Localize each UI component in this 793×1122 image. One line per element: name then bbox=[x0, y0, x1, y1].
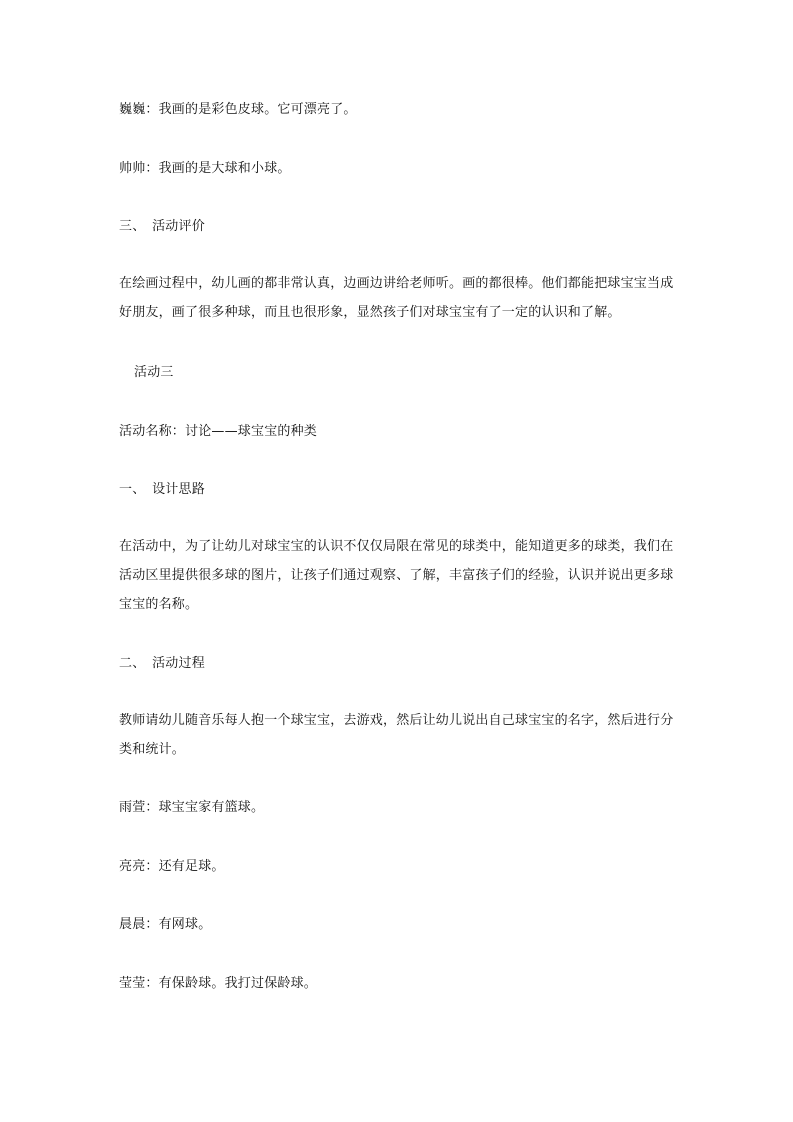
paragraph-line: 类和统计。 bbox=[119, 742, 186, 757]
paragraph-line: 教师请幼儿随音乐每人抱一个球宝宝，去游戏，然后让幼儿说出自己球宝宝的名字，然后进行分 bbox=[119, 713, 674, 728]
dialogue-line-yuxuan: 雨萱：球宝宝家有篮球。 bbox=[119, 800, 265, 815]
paragraph-line: 活动区里提供很多球的图片，让孩子们通过观察、了解，丰富孩子们的经验，认识并说出更多球 bbox=[119, 568, 674, 583]
section-heading-design: 一、 设计思路 bbox=[119, 482, 205, 497]
section-heading-process: 二、 活动过程 bbox=[119, 656, 205, 671]
activity-three-heading: 活动三 bbox=[134, 365, 174, 380]
design-paragraph bbox=[119, 532, 679, 619]
activity-name-line: 活动名称：讨论——球宝宝的种类 bbox=[119, 424, 318, 439]
dialogue-line-liangliang: 亮亮：还有足球。 bbox=[119, 859, 225, 874]
paragraph-line: 在绘画过程中，幼儿画的都非常认真，边画边讲给老师听。画的都很棒。他们都能把球宝宝当成 bbox=[119, 276, 674, 291]
dialogue-line-shuaishuai: 帅帅：我画的是大球和小球。 bbox=[119, 161, 291, 176]
dialogue-line-chenchen: 晨晨：有网球。 bbox=[119, 917, 212, 932]
process-paragraph bbox=[119, 706, 679, 764]
dialogue-line-yingying: 莹莹：有保龄球。我打过保龄球。 bbox=[119, 976, 318, 991]
dialogue-line-weiwei: 巍巍：我画的是彩色皮球。它可漂亮了。 bbox=[119, 102, 357, 117]
paragraph-line: 在活动中，为了让幼儿对球宝宝的认识不仅仅局限在常见的球类中，能知道更多的球类，我们在 bbox=[119, 539, 674, 554]
paragraph-line: 宝宝的名称。 bbox=[119, 597, 199, 612]
evaluation-paragraph bbox=[119, 269, 679, 327]
paragraph-line: 好朋友，画了很多种球，而且也很形象，显然孩子们对球宝宝有了一定的认识和了解。 bbox=[119, 305, 621, 320]
section-heading-evaluation: 三、 活动评价 bbox=[119, 219, 205, 234]
